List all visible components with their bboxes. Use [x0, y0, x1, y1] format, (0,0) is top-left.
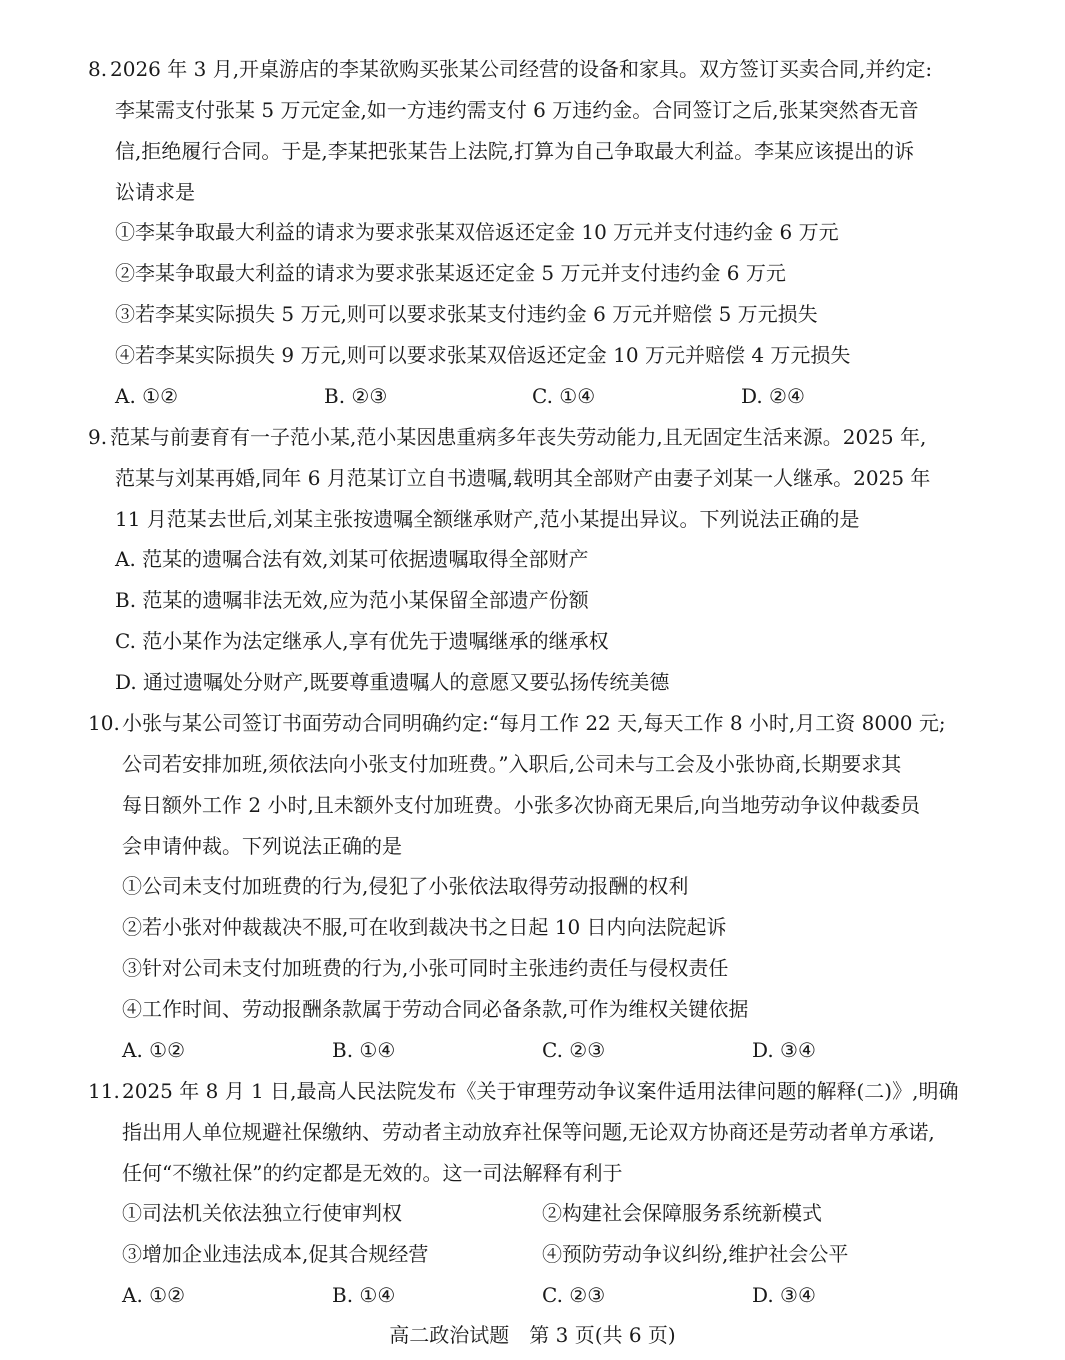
statement-4: ④若李某实际损失 9 万元,则可以要求张某双倍返还定金 10 万元并赔偿 4 万元损失 — [115, 343, 851, 367]
option-d: D. 通过遗嘱处分财产,既要尊重遗嘱人的意愿又要弘扬传统美德 — [115, 670, 670, 694]
question-number: 11. — [88, 1079, 120, 1103]
option-a: A. 范某的遗嘱合法有效,刘某可依据遗嘱取得全部财产 — [115, 547, 589, 571]
question-stem-line: 会申请仲裁。下列说法正确的是 — [122, 834, 402, 858]
choice-a: A. ①② — [122, 1038, 186, 1062]
choice-b: B. ①④ — [332, 1283, 396, 1307]
statement-4: ④预防劳动争议纠纷,维护社会公平 — [542, 1242, 849, 1266]
choice-d: D. ②④ — [741, 384, 805, 408]
choice-d: D. ③④ — [752, 1038, 816, 1062]
statement-1: ①司法机关依法独立行使审判权 — [122, 1201, 402, 1225]
question-number: 8. — [88, 57, 108, 81]
choice-b: B. ②③ — [324, 384, 388, 408]
choice-d: D. ③④ — [752, 1283, 816, 1307]
statement-3: ③针对公司未支付加班费的行为,小张可同时主张违约责任与侵权责任 — [122, 956, 729, 980]
statement-4: ④工作时间、劳动报酬条款属于劳动合同必备条款,可作为维权关键依据 — [122, 997, 749, 1021]
option-b: B. 范某的遗嘱非法无效,应为范小某保留全部遗产份额 — [115, 588, 589, 612]
statement-2: ②若小张对仲裁裁决不服,可在收到裁决书之日起 10 日内向法院起诉 — [122, 915, 727, 939]
question-stem-line: 11 月范某去世后,刘某主张按遗嘱全额继承财产,范小某提出异议。下列说法正确的是 — [115, 507, 860, 531]
question-stem-line: 每日额外工作 2 小时,且未额外支付加班费。小张多次协商无果后,向当地劳动争议仲裁委员 — [122, 793, 921, 817]
page-footer: 高二政治试题 第 3 页(共 6 页) — [389, 1323, 676, 1347]
question-stem-line: 2026 年 3 月,开桌游店的李某欲购买张某公司经营的设备和家具。双方签订买卖合同,并约定: — [110, 57, 933, 81]
question-stem-line: 小张与某公司签订书面劳动合同明确约定:“每月工作 22 天,每天工作 8 小时,月工资 8000 元; — [122, 711, 946, 735]
question-stem-line: 信,拒绝履行合同。于是,李某把张某告上法院,打算为自己争取最大利益。李某应该提出的诉 — [115, 139, 915, 163]
choice-c: C. ②③ — [542, 1283, 606, 1307]
question-number: 10. — [88, 711, 120, 735]
choice-a: A. ①② — [115, 384, 179, 408]
question-stem-line: 李某需支付张某 5 万元定金,如一方违约需支付 6 万违约金。合同签订之后,张某突然杳无音 — [115, 98, 919, 122]
statement-3: ③增加企业违法成本,促其合规经营 — [122, 1242, 429, 1266]
question-stem-line: 任何“不缴社保”的约定都是无效的。这一司法解释有利于 — [122, 1161, 623, 1185]
question-number: 9. — [88, 425, 108, 449]
choice-c: C. ①④ — [532, 384, 596, 408]
question-stem-line: 公司若安排加班,须依法向小张支付加班费。”入职后,公司未与工会及小张协商,长期要求其 — [122, 752, 902, 776]
question-stem-line: 指出用人单位规避社保缴纳、劳动者主动放弃社保等问题,无论双方协商还是劳动者单方承诺, — [122, 1120, 935, 1144]
question-stem-line: 范某与前妻育有一子范小某,范小某因患重病多年丧失劳动能力,且无固定生活来源。2025 年, — [110, 425, 927, 449]
question-stem-line: 2025 年 8 月 1 日,最高人民法院发布《关于审理劳动争议案件适用法律问题的解释(二)》,明确 — [122, 1079, 959, 1103]
statement-3: ③若李某实际损失 5 万元,则可以要求张某支付违约金 6 万元并赔偿 5 万元损失 — [115, 302, 818, 326]
statement-2: ②构建社会保障服务系统新模式 — [542, 1201, 822, 1225]
choice-c: C. ②③ — [542, 1038, 606, 1062]
question-stem-line: 范某与刘某再婚,同年 6 月范某订立自书遗嘱,载明其全部财产由妻子刘某一人继承。2025 年 — [115, 466, 931, 490]
choice-a: A. ①② — [122, 1283, 186, 1307]
statement-2: ②李某争取最大利益的请求为要求张某返还定金 5 万元并支付违约金 6 万元 — [115, 261, 786, 285]
choice-b: B. ①④ — [332, 1038, 396, 1062]
option-c: C. 范小某作为法定继承人,享有优先于遗嘱继承的继承权 — [115, 629, 609, 653]
statement-1: ①公司未支付加班费的行为,侵犯了小张依法取得劳动报酬的权利 — [122, 874, 689, 898]
statement-1: ①李某争取最大利益的请求为要求张某双倍返还定金 10 万元并支付违约金 6 万元 — [115, 220, 839, 244]
question-stem-line: 讼请求是 — [115, 180, 195, 204]
